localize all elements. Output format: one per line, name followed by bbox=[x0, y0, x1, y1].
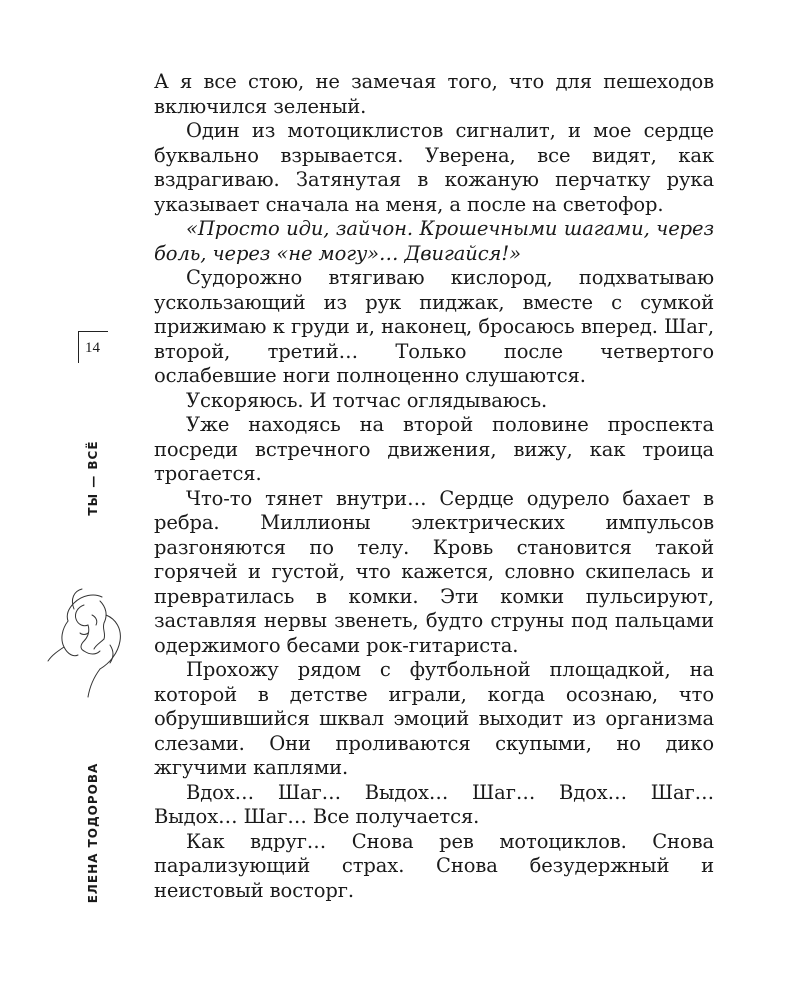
paragraph-5: Ускоряюсь. И тотчас оглядываюсь. bbox=[186, 388, 548, 412]
paragraph-7: Что-то тянет внутри… Сердце одурело бахает в ребра. Миллионы электрических импульсов разгоняются по телу. Кровь становится такой горячей и густой, что кажется, словно скипелась и превратилась в комки. Эти комки пульсируют, заставляя нервы звенеть, будто струны под пальцами одержимого бесами рок-гитариста. bbox=[154, 486, 714, 657]
paragraph-3-quote: «Просто иди, зайчон. Крошечными шагами, через боль, через «не могу»… Двигайся!» bbox=[154, 217, 714, 265]
paragraph-6: Уже находясь на второй половине проспекта посреди встречного движения, вижу, как троица трогается. bbox=[154, 413, 714, 485]
paragraph-8: Прохожу рядом с футбольной площадкой, на которой в детстве играли, когда осознаю, что обрушившийся шквал эмоций выходит из организма слезами. Они проливаются скупыми, но дико жгучими каплями. bbox=[154, 658, 714, 779]
paragraph-10: Как вдруг… Снова рев мотоциклов. Снова парализующий страх. Снова безудержный и неистовый восторг. bbox=[154, 829, 714, 902]
paragraph-2: Один из мотоциклистов сигналит, и мое сердце буквально взрывается. Уверена, все видят, как вздрагиваю. Затянутая в кожаную перчатку рука указывает сначала на меня, а после на светофор. bbox=[154, 119, 714, 216]
running-title: ТЫ — ВСЁ bbox=[86, 440, 100, 516]
couple-silhouette-icon bbox=[44, 585, 136, 705]
paragraph-4: Судорожно втягиваю кислород, подхватываю ускользающий из рук пиджак, вместе с сумкой прижимаю к груди и, наконец, бросаюсь вперед. Шаг, второй, третий… Только после четвертого ослабевшие ноги полноценно слушаются. bbox=[154, 266, 714, 387]
body-text bbox=[154, 70, 714, 903]
page-number: 14 bbox=[78, 331, 108, 363]
paragraph-9: Вдох… Шаг… Выдох… Шаг… Вдох… Шаг… Выдох… Шаг… Все получается. bbox=[154, 780, 714, 828]
author-name: ЕЛЕНА ТОДОРОВА bbox=[86, 762, 100, 904]
paragraph-1: А я все стою, не замечая того, что для пешеходов включился зеленый. bbox=[154, 70, 714, 118]
